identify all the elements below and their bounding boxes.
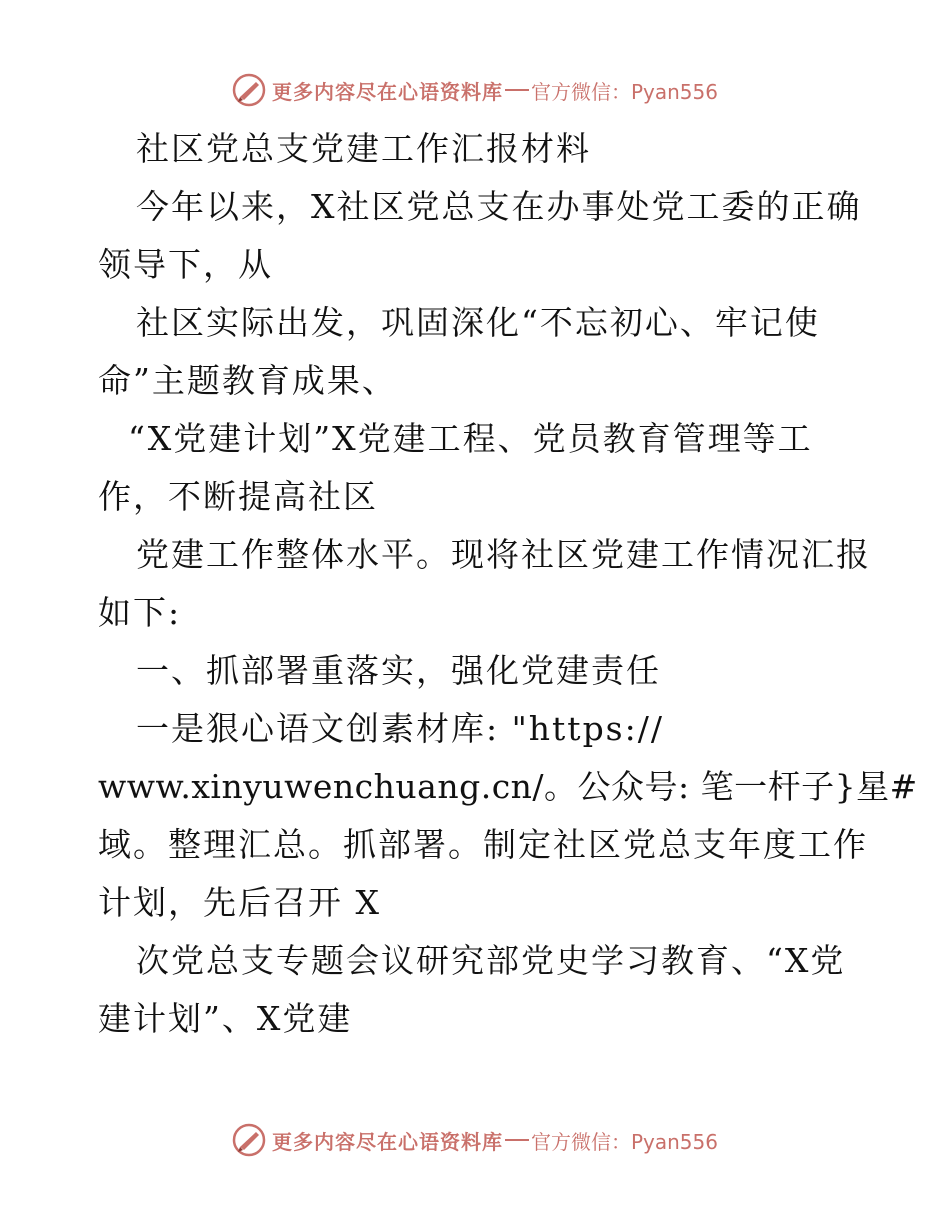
footer-banner xyxy=(0,1120,950,1160)
paragraph-line: 命”主题教育成果、 xyxy=(98,361,397,400)
paragraph-line: 如下: xyxy=(98,593,182,632)
document-body xyxy=(98,120,918,1048)
banner-text: 更多内容尽在心语资料库 xyxy=(271,1129,503,1154)
banner-dash xyxy=(505,89,529,91)
paragraph-line: www.xinyuwenchuang.cn/。公众号: 笔一杆子}星# xyxy=(98,767,918,806)
header-banner xyxy=(0,70,950,110)
document-title: 社区党总支党建工作汇报材料 xyxy=(136,129,591,168)
paragraph-line: 领导下，从 xyxy=(98,245,273,284)
section-heading: 一、抓部署重落实，强化党建责任 xyxy=(136,651,661,690)
banner-text: 更多内容尽在心语资料库 xyxy=(271,79,503,104)
banner-subtext: 官方微信：Pyan556 xyxy=(530,79,718,104)
brush-logo-icon xyxy=(232,1123,266,1157)
paragraph-line: 次党总支专题会议研究部党史学习教育、“X党 xyxy=(136,941,846,980)
paragraph-line: 社区实际出发，巩固深化“不忘初心、牢记使 xyxy=(136,303,820,342)
banner-dash xyxy=(505,1139,529,1141)
paragraph-line: 一是狠心语文创素材库: "https:// xyxy=(136,709,664,748)
paragraph-line: 计划，先后召开 X xyxy=(98,883,381,922)
paragraph-line: 作，不断提高社区 xyxy=(98,477,378,516)
paragraph-line: 今年以来，X社区党总支在办事处党工委的正确 xyxy=(136,187,862,226)
paragraph-line: “X党建计划”X党建工程、党员教育管理等工 xyxy=(128,419,813,458)
brush-logo-icon xyxy=(232,73,266,107)
banner-subtext: 官方微信：Pyan556 xyxy=(530,1129,718,1154)
paragraph-line: 建计划”、X党建 xyxy=(98,999,353,1038)
paragraph-line: 党建工作整体水平。现将社区党建工作情况汇报 xyxy=(136,535,871,574)
paragraph-line: 域。整理汇总。抓部署。制定社区党总支年度工作 xyxy=(98,825,868,864)
